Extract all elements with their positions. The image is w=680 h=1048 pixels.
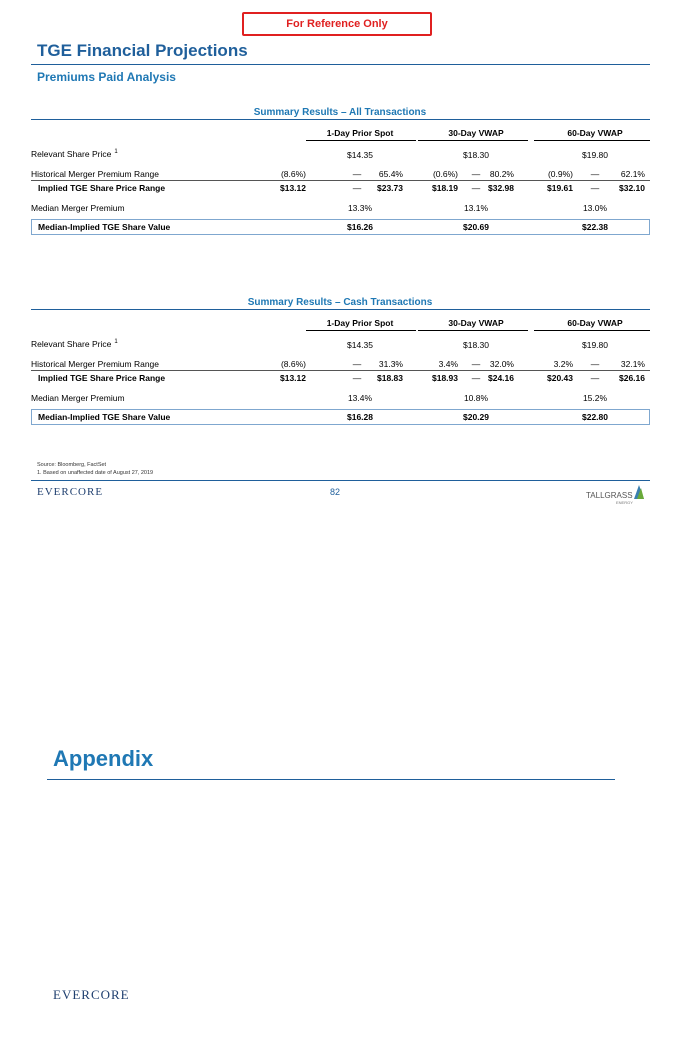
implied-range-low: $18.93 [432, 373, 458, 383]
median-premium-value: 15.2% [582, 393, 608, 403]
table-title-divider [31, 119, 650, 120]
hist-range-low: (8.6%) [280, 169, 306, 179]
footnote-marker: 1 [114, 339, 118, 346]
relevant-price-value: $19.80 [582, 340, 608, 350]
hist-range-high: 31.3% [378, 359, 403, 369]
median-value-value: $22.38 [582, 222, 608, 232]
implied-range-high: $32.10 [619, 183, 645, 193]
table-title: Summary Results – All Transactions [253, 107, 427, 118]
implied-range-high: $26.16 [619, 373, 645, 383]
hist-range-low: 3.4% [438, 359, 458, 369]
relevant-price-label: Relevant Share Price [31, 149, 112, 159]
implied-range-high: $23.73 [377, 183, 403, 193]
hist-range-high: 80.2% [489, 169, 514, 179]
relevant-price-value: $18.30 [463, 340, 489, 350]
footnote-marker: 1 [114, 149, 118, 156]
relevant-price-label: Relevant Share Price [31, 339, 112, 349]
implied-range-high: $24.16 [488, 373, 514, 383]
tallgrass-wordmark: TALLGRASS [586, 491, 633, 500]
hist-range-low: (8.6%) [280, 359, 306, 369]
median-value-value: $16.28 [347, 412, 373, 422]
column-header-underline [306, 140, 416, 141]
page-number: 82 [330, 487, 341, 497]
median-premium-value: 13.4% [347, 393, 373, 403]
implied-range-low: $13.12 [280, 183, 306, 193]
footnote-1: 1. Based on unaffected date of August 27, 2019 [37, 470, 154, 476]
column-header-underline [418, 330, 528, 331]
row-label-implied-range: Implied TGE Share Price Range [38, 183, 166, 193]
column-header: 1-Day Prior Spot [326, 128, 394, 138]
appendix-divider [47, 779, 615, 780]
range-dash: — [590, 183, 600, 193]
median-premium-value: 10.8% [463, 393, 489, 403]
table-title: Summary Results – Cash Transactions [247, 297, 433, 308]
column-header: 60-Day VWAP [567, 128, 623, 138]
median-premium-value: 13.0% [582, 203, 608, 213]
row-label-median-value: Median-Implied TGE Share Value [38, 222, 171, 232]
page-subtitle: Premiums Paid Analysis [37, 70, 176, 84]
range-dash: — [590, 169, 600, 179]
median-value-value: $20.29 [463, 412, 489, 422]
median-premium-value: 13.3% [347, 203, 373, 213]
source-note: Source: Bloomberg, FactSet [37, 462, 107, 468]
column-header: 1-Day Prior Spot [326, 318, 394, 328]
median-value-value: $22.80 [582, 412, 608, 422]
hist-range-high: 32.1% [620, 359, 645, 369]
column-header-underline [306, 330, 416, 331]
row-label-relevant-price [31, 339, 118, 349]
range-dash: — [471, 183, 481, 193]
row-divider [31, 370, 650, 371]
row-label-relevant-price [31, 149, 118, 159]
row-label-median-premium: Median Merger Premium [31, 203, 125, 213]
relevant-price-value: $14.35 [347, 150, 373, 160]
median-value-value: $16.26 [347, 222, 373, 232]
appendix-title: Appendix [53, 746, 154, 771]
row-divider [31, 180, 650, 181]
table-title-divider [31, 309, 650, 310]
median-value-value: $20.69 [463, 222, 489, 232]
relevant-price-value: $18.30 [463, 150, 489, 160]
column-header-underline [534, 140, 650, 141]
median-premium-value: 13.1% [463, 203, 489, 213]
implied-range-high: $32.98 [488, 183, 514, 193]
tallgrass-logo [586, 484, 646, 508]
implied-range-low: $20.43 [547, 373, 573, 383]
reference-stamp: For Reference Only [242, 12, 432, 36]
range-dash: — [471, 169, 481, 179]
footer-divider [31, 480, 650, 481]
hist-range-high: 62.1% [620, 169, 645, 179]
range-dash: — [352, 359, 362, 369]
range-dash: — [471, 373, 481, 383]
range-dash: — [471, 359, 481, 369]
tallgrass-energy-text: ENERGY [616, 500, 633, 505]
relevant-price-value: $19.80 [582, 150, 608, 160]
hist-range-low: (0.6%) [432, 169, 458, 179]
column-header: 30-Day VWAP [448, 128, 504, 138]
row-label-implied-range: Implied TGE Share Price Range [38, 373, 166, 383]
evercore-logo-bottom: EVERCORE [53, 987, 130, 1002]
range-dash: — [590, 359, 600, 369]
range-dash: — [352, 183, 362, 193]
implied-range-low: $13.12 [280, 373, 306, 383]
implied-range-high: $18.83 [377, 373, 403, 383]
range-dash: — [352, 169, 362, 179]
row-label-hist-range: Historical Merger Premium Range [31, 169, 160, 179]
hist-range-low: 3.2% [553, 359, 573, 369]
implied-range-low: $18.19 [432, 183, 458, 193]
relevant-price-value: $14.35 [347, 340, 373, 350]
page-title: TGE Financial Projections [37, 41, 248, 60]
column-header: 60-Day VWAP [567, 318, 623, 328]
hist-range-low: (0.9%) [547, 169, 573, 179]
row-label-hist-range: Historical Merger Premium Range [31, 359, 160, 369]
range-dash: — [590, 373, 600, 383]
row-label-median-premium: Median Merger Premium [31, 393, 125, 403]
column-header-underline [418, 140, 528, 141]
column-header: 30-Day VWAP [448, 318, 504, 328]
hist-range-high: 65.4% [378, 169, 403, 179]
title-divider [31, 64, 650, 65]
implied-range-low: $19.61 [547, 183, 573, 193]
column-header-underline [534, 330, 650, 331]
hist-range-high: 32.0% [489, 359, 514, 369]
tallgrass-sail-icon [632, 484, 646, 500]
range-dash: — [352, 373, 362, 383]
evercore-logo: EVERCORE [37, 486, 104, 498]
row-label-median-value: Median-Implied TGE Share Value [38, 412, 171, 422]
